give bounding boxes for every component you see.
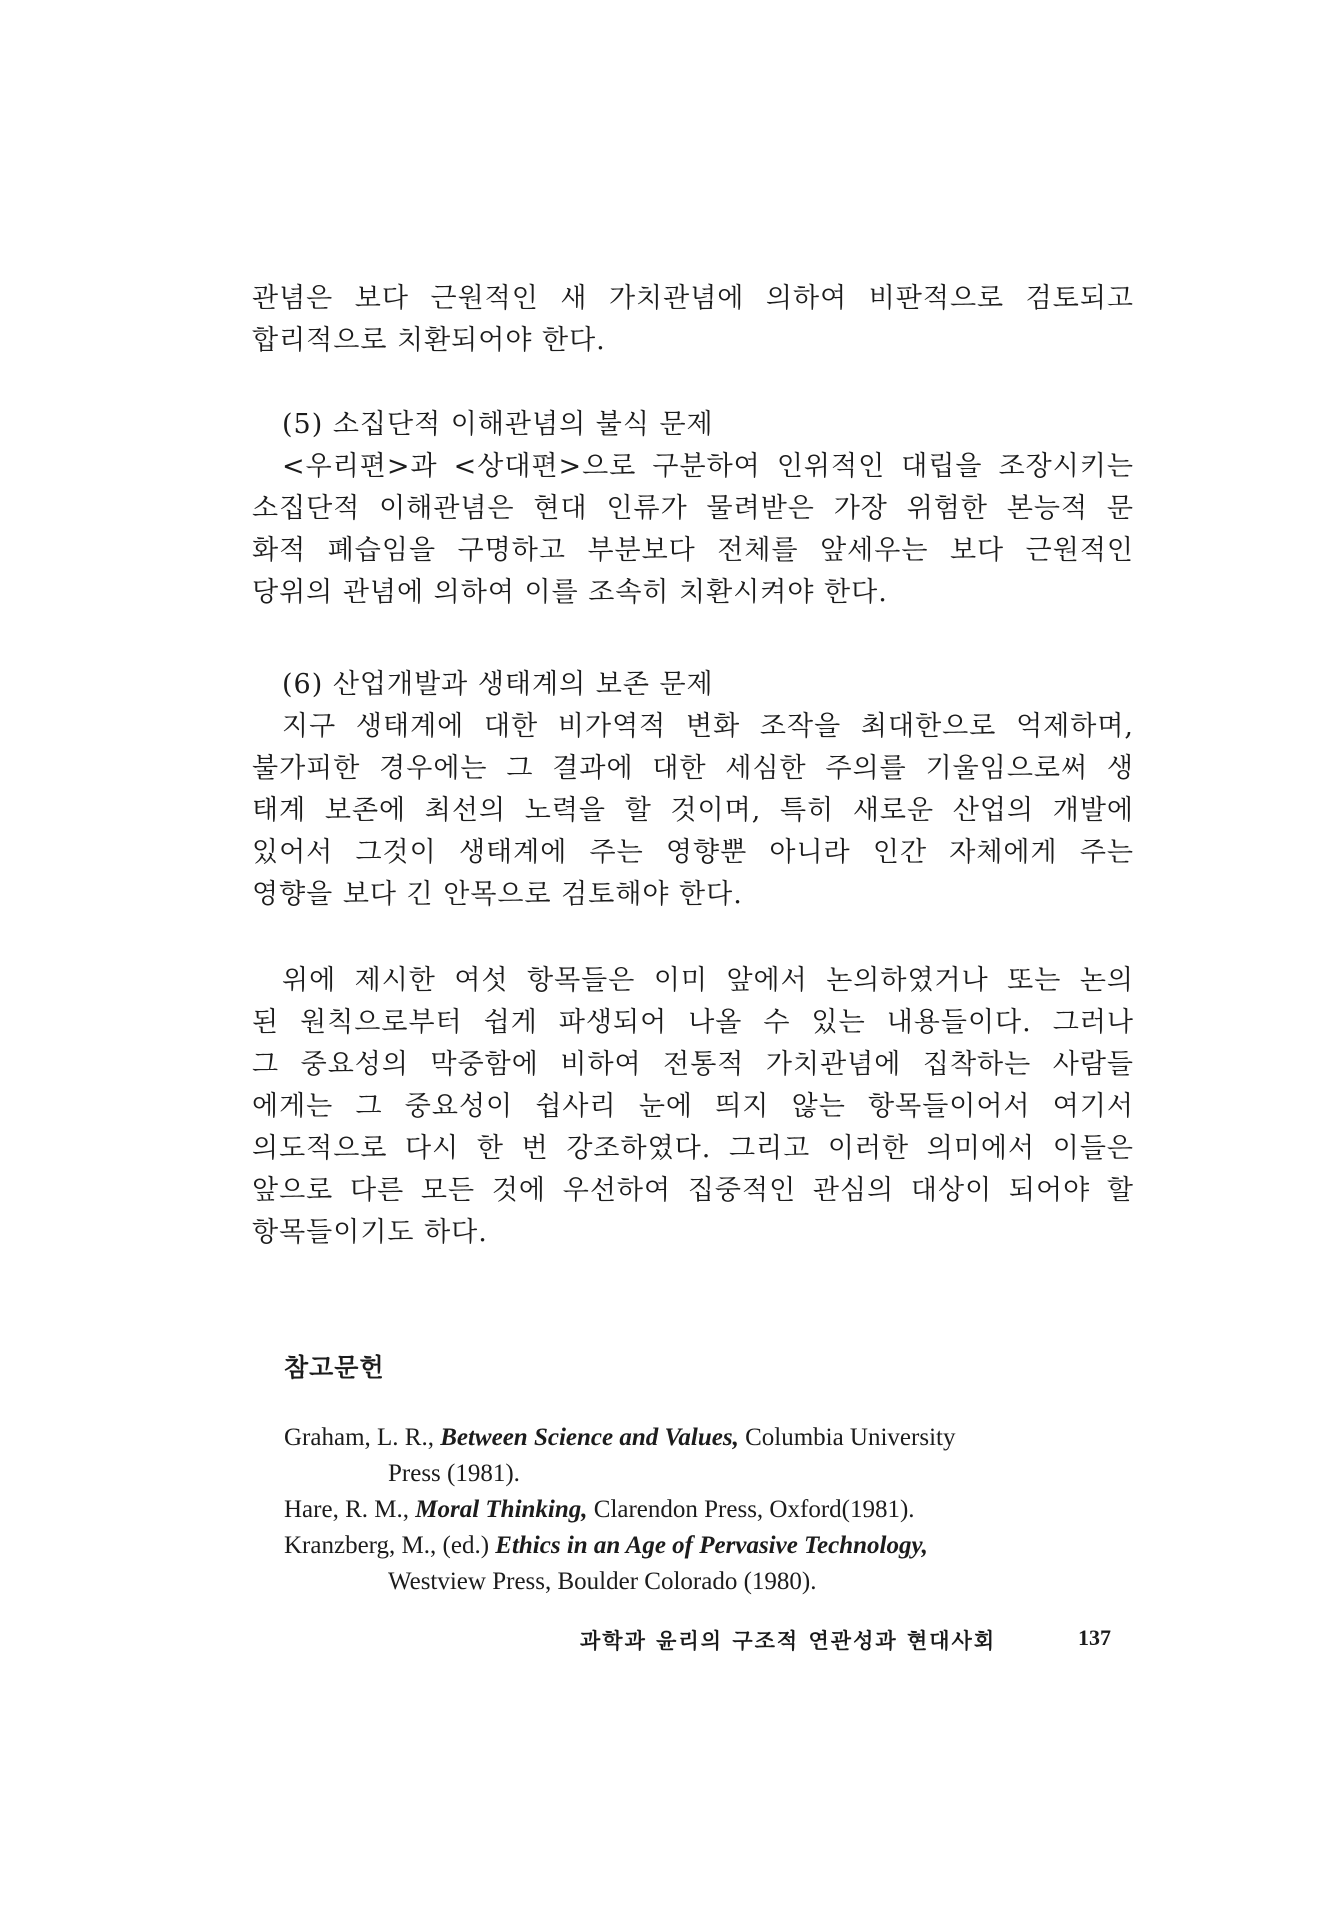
references-list — [284, 1420, 1114, 1600]
text-line: 관념은 보다 근원적인 새 가치관념에 의하여 비판적으로 검토되고 — [252, 283, 1134, 314]
reference-entry — [284, 1492, 1114, 1528]
section-6 — [252, 664, 1134, 916]
reference-title: Ethics in an Age of Pervasive Technology, — [495, 1532, 928, 1559]
section-heading: (6) 산업개발과 생태계의 보존 문제 — [282, 669, 714, 700]
reference-title: Moral Thinking, — [415, 1496, 588, 1523]
reference-entry — [284, 1528, 1114, 1600]
text-line: 위에 제시한 여섯 항목들은 이미 앞에서 논의하였거나 또는 논의 — [282, 965, 1134, 996]
reference-continuation: Press (1981). — [388, 1460, 520, 1487]
reference-title: Between Science and Values, — [440, 1424, 739, 1451]
text-line: 합리적으로 치환되어야 한다. — [252, 325, 606, 356]
text-line: 지구 생태계에 대한 비가역적 변화 조작을 최대한으로 억제하며, — [282, 711, 1134, 742]
text-line: 불가피한 경우에는 그 결과에 대한 세심한 주의를 기울임으로써 생 — [252, 753, 1134, 784]
text-line: 의도적으로 다시 한 번 강조하였다. 그리고 이러한 의미에서 이들은 — [252, 1133, 1134, 1164]
text-line: <우리편>과 <상대편>으로 구분하여 인위적인 대립을 조장시키는 — [282, 451, 1134, 482]
page-number: 137 — [1078, 1625, 1111, 1650]
section-heading: (5) 소집단적 이해관념의 불식 문제 — [282, 409, 714, 440]
paragraph-continuation — [252, 278, 1134, 362]
reference-author: Hare, R. M., — [284, 1496, 416, 1523]
reference-publisher: Clarendon Press, Oxford(1981). — [587, 1496, 915, 1523]
reference-continuation: Westview Press, Boulder Colorado (1980). — [388, 1568, 817, 1595]
text-line: 당위의 관념에 의하여 이를 조속히 치환시켜야 한다. — [252, 577, 888, 608]
text-line: 영향을 보다 긴 안목으로 검토해야 한다. — [252, 879, 743, 910]
text-line: 소집단적 이해관념은 현대 인류가 물려받은 가장 위험한 본능적 문 — [252, 493, 1134, 524]
reference-author: Graham, L. R., — [284, 1424, 441, 1451]
text-line: 그 중요성의 막중함에 비하여 전통적 가치관념에 집착하는 사람들 — [252, 1049, 1134, 1080]
text-line: 에게는 그 중요성이 쉽사리 눈에 띄지 않는 항목들이어서 여기서 — [252, 1091, 1134, 1122]
text-line: 앞으로 다른 모든 것에 우선하여 집중적인 관심의 대상이 되어야 할 — [252, 1175, 1134, 1206]
closing-paragraph — [252, 960, 1134, 1254]
text-line: 된 원칙으로부터 쉽게 파생되어 나올 수 있는 내용들이다. 그러나 — [252, 1007, 1134, 1038]
text-line: 화적 폐습임을 구명하고 부분보다 전체를 앞세우는 보다 근원적인 — [252, 535, 1134, 566]
references-heading: 참고문헌 — [284, 1353, 385, 1382]
reference-publisher: Columbia University — [738, 1424, 956, 1451]
section-5 — [252, 404, 1134, 614]
text-line: 태계 보존에 최선의 노력을 할 것이며, 특히 새로운 산업의 개발에 — [252, 795, 1134, 826]
text-line: 있어서 그것이 생태계에 주는 영향뿐 아니라 인간 자체에게 주는 — [252, 837, 1134, 868]
text-line: 항목들이기도 하다. — [252, 1217, 488, 1248]
reference-entry — [284, 1420, 1114, 1492]
reference-author: Kranzberg, M., (ed.) — [284, 1532, 496, 1559]
running-footer-title: 과학과 윤리의 구조적 연관성과 현대사회 — [580, 1629, 997, 1653]
